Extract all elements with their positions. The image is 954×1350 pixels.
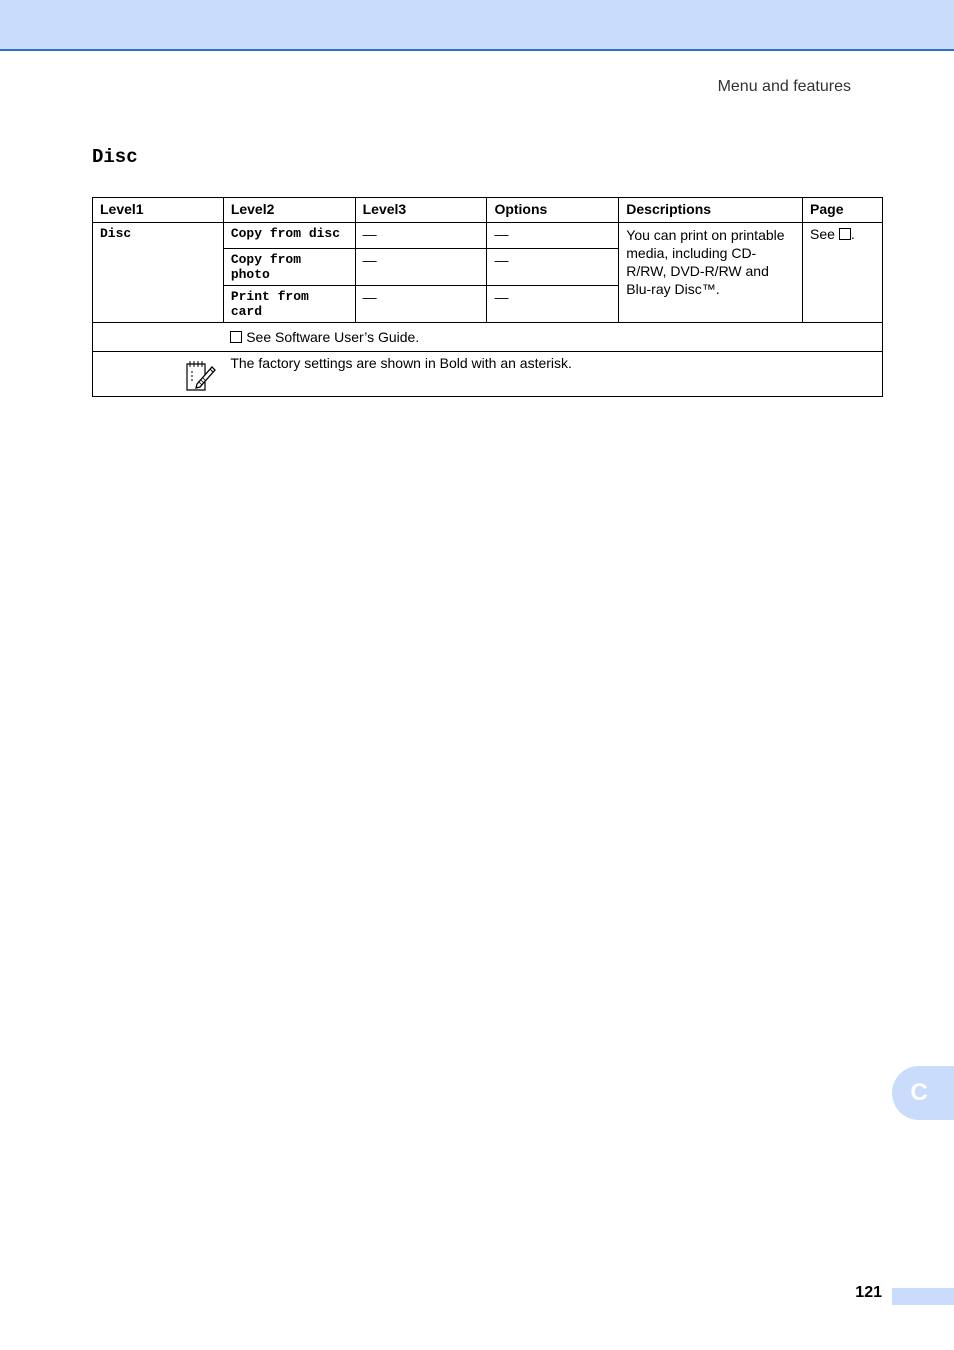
footnote-spacer (93, 323, 224, 352)
table-row (93, 223, 883, 249)
note-icon-cell (93, 352, 224, 397)
column-header-level2: Level2 (223, 198, 355, 223)
column-header-level1: Level1 (93, 198, 224, 223)
footnote-cell (223, 323, 882, 352)
footnote-row (93, 323, 883, 352)
level2-cell: Copy from photo (223, 249, 355, 286)
chapter-tab: C (892, 1066, 954, 1120)
column-header-page: Page (803, 198, 883, 223)
note-pencil-icon (183, 358, 217, 392)
table-header-row (93, 198, 883, 223)
top-color-band (0, 0, 954, 51)
running-header: Menu and features (717, 78, 851, 95)
page-ref-suffix: . (850, 226, 855, 242)
page-ref-prefix: See (810, 226, 835, 242)
level2-cell: Print from card (223, 286, 355, 323)
note-text: The factory settings are shown in Bold with an asterisk. (223, 352, 882, 397)
level1-cell: Disc (93, 223, 224, 323)
section-heading: Disc (92, 146, 138, 168)
options-cell: — (487, 223, 619, 249)
options-cell: — (487, 286, 619, 323)
column-header-options: Options (487, 198, 619, 223)
description-cell: You can print on printable media, including CD-R/RW, DVD-R/RW and Blu-ray Disc™. (619, 223, 803, 323)
level3-cell: — (355, 249, 487, 286)
column-header-level3: Level3 (355, 198, 487, 223)
note-row (93, 352, 883, 397)
level3-cell: — (355, 223, 487, 249)
reference-box-icon (230, 331, 242, 343)
options-cell: — (487, 249, 619, 286)
page-number: 121 (855, 1284, 882, 1301)
level3-cell: — (355, 286, 487, 323)
level2-cell: Copy from disc (223, 223, 355, 249)
menu-table (92, 197, 883, 397)
footnote-text: See Software User’s Guide. (246, 329, 420, 345)
page-number-bar (892, 1288, 954, 1305)
reference-box-icon (839, 228, 851, 240)
page-cell (803, 223, 883, 323)
column-header-descriptions: Descriptions (619, 198, 803, 223)
